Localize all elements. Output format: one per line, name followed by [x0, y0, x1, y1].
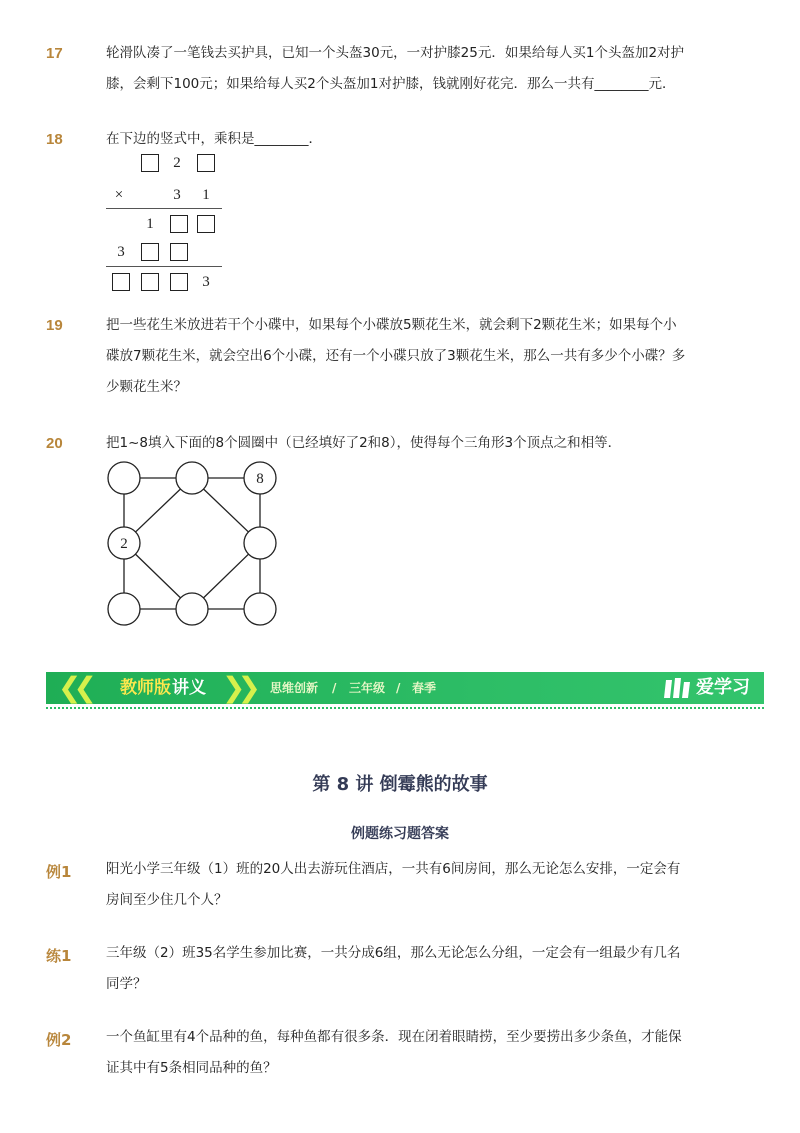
banner-dotted-divider — [46, 707, 764, 709]
banner-title-part1: 教师版 — [120, 678, 171, 698]
banner-term: 春季 — [412, 681, 437, 695]
circle-node — [244, 593, 276, 625]
mult-row-3 — [106, 211, 226, 237]
example-text — [106, 1022, 716, 1084]
circle-node — [176, 462, 208, 494]
circle-node — [108, 593, 140, 625]
mult-cell — [114, 154, 132, 172]
divider-line — [106, 266, 222, 267]
blank-box — [170, 215, 188, 233]
blank-box — [141, 154, 159, 172]
mult-digit: 3 — [117, 244, 125, 260]
mult-digit: 2 — [173, 155, 181, 171]
circle-value: 8 — [256, 471, 264, 487]
circle-value: 2 — [120, 536, 128, 552]
mult-digit: 3 — [173, 187, 181, 203]
example-label: 例1 — [46, 863, 72, 881]
example-line: 三年级（2）班35名学生参加比赛，一共分成6组，那么无论怎么分组，一定会有一组最少有几名 — [106, 945, 681, 961]
example-line: 证其中有5条相同品种的鱼？ — [106, 1060, 277, 1076]
brand-logo-icon — [664, 676, 694, 700]
chevron-left-icon: ❮❮ — [58, 671, 89, 704]
blank-box — [197, 154, 215, 172]
circle-node — [108, 462, 140, 494]
blank-box — [197, 215, 215, 233]
mult-row-5 — [106, 269, 226, 295]
banner-title-part2: 讲义 — [172, 678, 206, 698]
mult-row-4 — [106, 239, 226, 265]
example-text — [106, 854, 716, 916]
mult-digit: 1 — [146, 216, 154, 232]
blank-box — [170, 243, 188, 261]
mult-digit: 1 — [202, 187, 210, 203]
practice-text — [106, 938, 716, 1000]
question-line: 轮滑队凑了一笔钱去买护具，已知一个头盔30元，一对护膝25元．如果给每人买1个头盔加2对护 — [106, 45, 685, 61]
banner-separator: / — [396, 681, 401, 695]
chevron-right-icon: ❯❯ — [222, 671, 253, 704]
example-line: 一个鱼缸里有4个品种的鱼，每种鱼都有很多条．现在闭着眼睛捞，至少要捞出多少条鱼，才能保 — [106, 1029, 682, 1045]
brand-logo-text: 爱学习 — [696, 677, 750, 698]
circle-node — [244, 527, 276, 559]
mult-row-1 — [106, 150, 226, 176]
mult-digit: 3 — [202, 274, 210, 290]
question-text — [106, 428, 716, 459]
mult-row-2 — [106, 182, 226, 208]
section-subtitle: 例题练习题答案 — [351, 826, 449, 842]
example-line: 同学？ — [106, 976, 147, 992]
divider-line — [106, 208, 222, 209]
practice-label: 练1 — [46, 947, 72, 965]
question-line: 在下边的竖式中，乘积是________． — [106, 131, 322, 147]
banner-subject: 思维创新 — [270, 681, 319, 695]
lecture-title: 第 8 讲 倒霉熊的故事 — [312, 774, 488, 795]
circle-node — [176, 593, 208, 625]
blank-box — [170, 273, 188, 291]
times-sign: × — [114, 187, 124, 203]
vertical-multiplication — [106, 150, 226, 298]
question-line: 膝，会剩下100元；如果给每人买2个头盔加1对护膝，钱就刚好花完．那么一共有________元． — [106, 76, 676, 92]
blank-box — [141, 273, 159, 291]
question-number: 18 — [46, 131, 63, 148]
example-line: 阳光小学三年级（1）班的20人出去游玩住酒店，一共有6间房间，那么无论怎么安排，一定会有 — [106, 861, 681, 877]
example-line: 房间至少住几个人？ — [106, 892, 228, 908]
question-line: 把一些花生米放进若干个小碟中，如果每个小碟放5颗花生米，就会剩下2颗花生米；如果每个小 — [106, 317, 677, 333]
question-number: 19 — [46, 317, 63, 334]
question-text — [106, 310, 716, 403]
question-line: 碟放7颗花生米，就会空出6个小碟，还有一个小碟只放了3颗花生米，那么一共有多少个小碟？多 — [106, 348, 686, 364]
blank-box — [141, 243, 159, 261]
example-label: 例2 — [46, 1031, 72, 1049]
header-banner — [46, 672, 764, 704]
blank-box — [112, 273, 130, 291]
question-line: 把1~8填入下面的8个圆圈中（已经填好了2和8），使得每个三角形3个顶点之和相等． — [106, 435, 622, 451]
banner-grade: 三年级 — [349, 681, 386, 695]
question-text — [106, 38, 716, 100]
question-line: 少颗花生米？ — [106, 379, 187, 395]
question-number: 20 — [46, 435, 63, 452]
banner-separator: / — [332, 681, 337, 695]
question-number: 17 — [46, 45, 63, 62]
circle-triangle-diagram — [100, 460, 285, 632]
